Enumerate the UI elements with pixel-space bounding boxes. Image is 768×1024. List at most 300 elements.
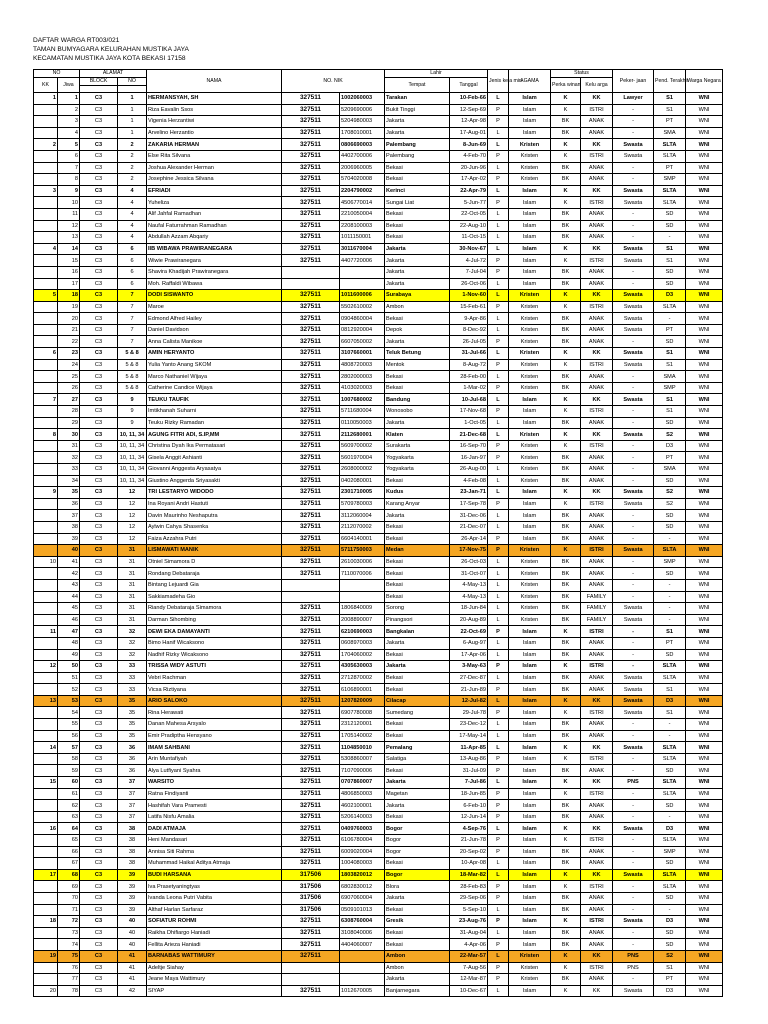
kk-cell bbox=[34, 614, 58, 626]
gender-cell: L bbox=[488, 324, 509, 336]
occupation-cell: PNS bbox=[613, 777, 654, 789]
nik-prefix-cell: 327511 bbox=[282, 777, 340, 789]
jiwa-cell: 29 bbox=[58, 417, 80, 429]
nik-number-cell: 0812920004 bbox=[340, 324, 385, 336]
birthplace-cell: Bekasi bbox=[385, 533, 450, 545]
birthplace-cell: Jakarta bbox=[385, 127, 450, 139]
birthdate-cell: 29-Jul-78 bbox=[450, 707, 488, 719]
family-role-cell: ANAK bbox=[581, 116, 613, 128]
citizenship-cell: WNI bbox=[686, 150, 723, 162]
block-cell: C3 bbox=[80, 556, 118, 568]
occupation-cell: Swasta bbox=[613, 255, 654, 267]
table-row bbox=[34, 116, 723, 128]
education-cell: PT bbox=[654, 324, 686, 336]
name-cell: Riza Eavalin Ssos bbox=[147, 104, 282, 116]
religion-cell: Kristen bbox=[509, 162, 551, 174]
kk-cell bbox=[34, 301, 58, 313]
nik-prefix-cell: 327511 bbox=[282, 336, 340, 348]
marital-cell: K bbox=[551, 950, 581, 962]
education-cell: - bbox=[654, 811, 686, 823]
occupation-cell: - bbox=[613, 208, 654, 220]
religion-cell: Islam bbox=[509, 220, 551, 232]
house-no-cell: 7 bbox=[118, 336, 147, 348]
kk-cell bbox=[34, 150, 58, 162]
birthplace-cell: Bogor bbox=[385, 846, 450, 858]
table-row bbox=[34, 811, 723, 823]
birthdate-cell: 3-May-63 bbox=[450, 661, 488, 673]
occupation-cell: - bbox=[613, 336, 654, 348]
name-cell: Latifa Nisfu Amalia bbox=[147, 811, 282, 823]
kk-cell bbox=[34, 603, 58, 615]
house-no-cell: 40 bbox=[118, 927, 147, 939]
name-cell: AMIN HERYANTO bbox=[147, 348, 282, 360]
marital-cell: BK bbox=[551, 730, 581, 742]
name-cell: EFRIADI bbox=[147, 185, 282, 197]
nik-number-cell: 1104850010 bbox=[340, 742, 385, 754]
house-no-cell: 35 bbox=[118, 719, 147, 731]
citizenship-cell: WNI bbox=[686, 371, 723, 383]
nik-number-cell: 5711680004 bbox=[340, 406, 385, 418]
block-cell: C3 bbox=[80, 359, 118, 371]
marital-cell: BK bbox=[551, 232, 581, 244]
name-cell: Fellita Arieza Haniadi bbox=[147, 939, 282, 951]
religion-cell: Kristen bbox=[509, 139, 551, 151]
house-no-cell: 10, 11, 34 bbox=[118, 429, 147, 441]
family-role-cell: ANAK bbox=[581, 452, 613, 464]
citizenship-cell: WNI bbox=[686, 452, 723, 464]
table-row bbox=[34, 823, 723, 835]
occupation-cell: PNS bbox=[613, 950, 654, 962]
birthplace-cell: Bekasi bbox=[385, 568, 450, 580]
birthdate-cell: 18-Mar-82 bbox=[450, 869, 488, 881]
gender-cell: L bbox=[488, 823, 509, 835]
nik-prefix-cell: 327511 bbox=[282, 614, 340, 626]
nik-number-cell: 2204790002 bbox=[340, 185, 385, 197]
occupation-cell: - bbox=[613, 371, 654, 383]
citizenship-cell: WNI bbox=[686, 301, 723, 313]
name-cell: ZAKARIA HERMAN bbox=[147, 139, 282, 151]
block-cell: C3 bbox=[80, 348, 118, 360]
occupation-cell: - bbox=[613, 417, 654, 429]
education-cell: SMA bbox=[654, 464, 686, 476]
house-no-cell: 9 bbox=[118, 394, 147, 406]
occupation-cell: - bbox=[613, 661, 654, 673]
jiwa-cell: 57 bbox=[58, 742, 80, 754]
marital-cell: BK bbox=[551, 800, 581, 812]
header-alamat: ALAMAT bbox=[80, 70, 147, 78]
birthplace-cell: Bangkalan bbox=[385, 626, 450, 638]
name-cell: Moh. Raffaldi Wibawa bbox=[147, 278, 282, 290]
birthplace-cell: Bekasi bbox=[385, 730, 450, 742]
occupation-cell: - bbox=[613, 974, 654, 986]
gender-cell: L bbox=[488, 603, 509, 615]
gender-cell: P bbox=[488, 661, 509, 673]
gender-cell: L bbox=[488, 985, 509, 997]
name-cell: Joshua Alexander Herman bbox=[147, 162, 282, 174]
jiwa-cell: 67 bbox=[58, 858, 80, 870]
table-row bbox=[34, 556, 723, 568]
birthplace-cell: Yogyakarta bbox=[385, 464, 450, 476]
kk-cell: 3 bbox=[34, 185, 58, 197]
birthdate-cell: 5-Sep-10 bbox=[450, 904, 488, 916]
religion-cell: Islam bbox=[509, 127, 551, 139]
family-role-cell: ANAK bbox=[581, 220, 613, 232]
gender-cell: L bbox=[488, 313, 509, 325]
kk-cell bbox=[34, 939, 58, 951]
religion-cell: Islam bbox=[509, 753, 551, 765]
birthplace-cell: Jakarta bbox=[385, 974, 450, 986]
occupation-cell: Swasta bbox=[613, 916, 654, 928]
citizenship-cell: WNI bbox=[686, 777, 723, 789]
nik-prefix-cell: 327511 bbox=[282, 916, 340, 928]
name-cell: Else Rita Silvana bbox=[147, 150, 282, 162]
birthdate-cell: 22-Mar-57 bbox=[450, 950, 488, 962]
occupation-cell: Swasta bbox=[613, 301, 654, 313]
table-row bbox=[34, 266, 723, 278]
house-no-cell: 2 bbox=[118, 162, 147, 174]
kk-cell bbox=[34, 313, 58, 325]
name-cell: Aylwin Cahya Shasenka bbox=[147, 521, 282, 533]
citizenship-cell: WNI bbox=[686, 614, 723, 626]
table-row bbox=[34, 382, 723, 394]
house-no-cell: 31 bbox=[118, 591, 147, 603]
birthplace-cell: Blora bbox=[385, 881, 450, 893]
house-no-cell: 36 bbox=[118, 765, 147, 777]
occupation-cell: - bbox=[613, 278, 654, 290]
education-cell: - bbox=[654, 904, 686, 916]
block-cell: C3 bbox=[80, 892, 118, 904]
education-cell: S1 bbox=[654, 707, 686, 719]
occupation-cell: - bbox=[613, 220, 654, 232]
education-cell: D3 bbox=[654, 916, 686, 928]
religion-cell: Islam bbox=[509, 116, 551, 128]
marital-cell: K bbox=[551, 406, 581, 418]
nik-prefix-cell: 327511 bbox=[282, 510, 340, 522]
family-role-cell: ANAK bbox=[581, 939, 613, 951]
marital-cell: BK bbox=[551, 672, 581, 684]
occupation-cell: - bbox=[613, 835, 654, 847]
citizenship-cell: WNI bbox=[686, 290, 723, 302]
nik-number-cell: 5704020008 bbox=[340, 174, 385, 186]
block-cell: C3 bbox=[80, 162, 118, 174]
table-row bbox=[34, 614, 723, 626]
birthplace-cell: Kerinci bbox=[385, 185, 450, 197]
name-cell: Jeane Maya Wattimury bbox=[147, 974, 282, 986]
family-role-cell: ISTRI bbox=[581, 197, 613, 209]
marital-cell: BK bbox=[551, 591, 581, 603]
nik-number-cell: 4808720003 bbox=[340, 359, 385, 371]
nik-number-cell: 0110050003 bbox=[340, 417, 385, 429]
jiwa-cell: 77 bbox=[58, 974, 80, 986]
table-row bbox=[34, 440, 723, 452]
jiwa-cell: 19 bbox=[58, 301, 80, 313]
citizenship-cell: WNI bbox=[686, 892, 723, 904]
block-cell: C3 bbox=[80, 278, 118, 290]
block-cell: C3 bbox=[80, 290, 118, 302]
block-cell: C3 bbox=[80, 811, 118, 823]
kk-cell bbox=[34, 579, 58, 591]
birthplace-cell: Tarakan bbox=[385, 93, 450, 105]
family-role-cell: ANAK bbox=[581, 521, 613, 533]
name-cell: Anna Calista Manikoe bbox=[147, 336, 282, 348]
gender-cell: P bbox=[488, 266, 509, 278]
birthdate-cell: 15-Feb-61 bbox=[450, 301, 488, 313]
nik-prefix-cell: 327511 bbox=[282, 765, 340, 777]
nik-number-cell: 4402700006 bbox=[340, 150, 385, 162]
block-cell: C3 bbox=[80, 695, 118, 707]
education-cell: D3 bbox=[654, 823, 686, 835]
citizenship-cell: WNI bbox=[686, 950, 723, 962]
jiwa-cell: 62 bbox=[58, 800, 80, 812]
education-cell: - bbox=[654, 603, 686, 615]
name-cell: Imtikhanah Suharni bbox=[147, 406, 282, 418]
nik-number-cell: 1012670005 bbox=[340, 985, 385, 997]
block-cell: C3 bbox=[80, 881, 118, 893]
birthdate-cell: 26-Oct-06 bbox=[450, 278, 488, 290]
citizenship-cell: WNI bbox=[686, 406, 723, 418]
birthdate-cell: 6-Aug-97 bbox=[450, 637, 488, 649]
citizenship-cell: WNI bbox=[686, 116, 723, 128]
marital-cell: BK bbox=[551, 313, 581, 325]
marital-cell: BK bbox=[551, 904, 581, 916]
citizenship-cell: WNI bbox=[686, 127, 723, 139]
table-row bbox=[34, 104, 723, 116]
family-role-cell: ISTRI bbox=[581, 150, 613, 162]
name-cell: Iva Prasetyaningtyas bbox=[147, 881, 282, 893]
family-role-cell: ANAK bbox=[581, 232, 613, 244]
nik-prefix-cell: 317506 bbox=[282, 869, 340, 881]
religion-cell: Kristen bbox=[509, 336, 551, 348]
kk-cell: 19 bbox=[34, 950, 58, 962]
house-no-cell: 31 bbox=[118, 579, 147, 591]
citizenship-cell: WNI bbox=[686, 858, 723, 870]
family-role-cell: ANAK bbox=[581, 313, 613, 325]
nik-number-cell: 1705140002 bbox=[340, 730, 385, 742]
occupation-cell: - bbox=[613, 127, 654, 139]
jiwa-cell: 73 bbox=[58, 927, 80, 939]
birthplace-cell: Mentok bbox=[385, 359, 450, 371]
education-cell: SD bbox=[654, 278, 686, 290]
jiwa-cell: 42 bbox=[58, 568, 80, 580]
education-cell: SMA bbox=[654, 371, 686, 383]
name-cell: SOFIATUR ROHMI bbox=[147, 916, 282, 928]
birthdate-cell: 1-Mar-02 bbox=[450, 382, 488, 394]
religion-cell: Islam bbox=[509, 695, 551, 707]
marital-cell: K bbox=[551, 742, 581, 754]
kk-cell: 16 bbox=[34, 823, 58, 835]
nik-prefix-cell: 327511 bbox=[282, 939, 340, 951]
citizenship-cell: WNI bbox=[686, 684, 723, 696]
citizenship-cell: WNI bbox=[686, 916, 723, 928]
block-cell: C3 bbox=[80, 672, 118, 684]
marital-cell: BK bbox=[551, 556, 581, 568]
education-cell: S1 bbox=[654, 93, 686, 105]
name-cell: Daniel Davidson bbox=[147, 324, 282, 336]
nik-prefix-cell: 327511 bbox=[282, 498, 340, 510]
nik-prefix-cell: 327511 bbox=[282, 533, 340, 545]
gender-cell: L bbox=[488, 208, 509, 220]
occupation-cell: - bbox=[613, 800, 654, 812]
citizenship-cell: WNI bbox=[686, 475, 723, 487]
header-house-no-spacer bbox=[118, 86, 147, 93]
family-role-cell: KK bbox=[581, 742, 613, 754]
citizenship-cell: WNI bbox=[686, 974, 723, 986]
name-cell: Muhammad Haikal Aditya Atmaja bbox=[147, 858, 282, 870]
birthdate-cell: 26-Oct-03 bbox=[450, 556, 488, 568]
block-cell: C3 bbox=[80, 336, 118, 348]
family-role-cell: ANAK bbox=[581, 904, 613, 916]
kk-cell bbox=[34, 464, 58, 476]
birthplace-cell: Ambon bbox=[385, 301, 450, 313]
table-row bbox=[34, 464, 723, 476]
table-row bbox=[34, 324, 723, 336]
gender-cell: L bbox=[488, 568, 509, 580]
nik-prefix-cell: 327511 bbox=[282, 684, 340, 696]
education-cell: SD bbox=[654, 568, 686, 580]
nik-number-cell: 5209690006 bbox=[340, 104, 385, 116]
marital-cell: K bbox=[551, 243, 581, 255]
jiwa-cell: 5 bbox=[58, 139, 80, 151]
nik-prefix-cell: 327511 bbox=[282, 730, 340, 742]
gender-cell: L bbox=[488, 290, 509, 302]
house-no-cell: 37 bbox=[118, 800, 147, 812]
table-row bbox=[34, 950, 723, 962]
table-row bbox=[34, 742, 723, 754]
header-pendidikan: Pend. Terakhir bbox=[654, 70, 686, 93]
family-role-cell: ANAK bbox=[581, 568, 613, 580]
block-cell: C3 bbox=[80, 464, 118, 476]
address-line: TAMAN BUMYAGARA KELURAHAN MUSTIKA JAYA bbox=[33, 46, 189, 54]
block-cell: C3 bbox=[80, 243, 118, 255]
marital-cell: K bbox=[551, 707, 581, 719]
house-no-cell: 33 bbox=[118, 661, 147, 673]
table-row bbox=[34, 591, 723, 603]
kk-cell bbox=[34, 811, 58, 823]
marital-cell: BK bbox=[551, 765, 581, 777]
name-cell: Arin Muntafiyah bbox=[147, 753, 282, 765]
religion-cell: Kristen bbox=[509, 382, 551, 394]
citizenship-cell: WNI bbox=[686, 788, 723, 800]
jiwa-cell: 50 bbox=[58, 661, 80, 673]
marital-cell: BK bbox=[551, 684, 581, 696]
birthdate-cell: 22-Oct-05 bbox=[450, 208, 488, 220]
occupation-cell: Swasta bbox=[613, 823, 654, 835]
religion-cell: Islam bbox=[509, 835, 551, 847]
nik-number-cell: 2112680001 bbox=[340, 429, 385, 441]
kk-cell bbox=[34, 765, 58, 777]
occupation-cell: - bbox=[613, 881, 654, 893]
block-cell: C3 bbox=[80, 116, 118, 128]
jiwa-cell: 64 bbox=[58, 823, 80, 835]
family-role-cell: ISTRI bbox=[581, 962, 613, 974]
education-cell: SLTA bbox=[654, 185, 686, 197]
education-cell: SLTA bbox=[654, 672, 686, 684]
name-cell: Abdullah Azzam Abqariy bbox=[147, 232, 282, 244]
citizenship-cell: WNI bbox=[686, 243, 723, 255]
nik-number-cell: 1007680002 bbox=[340, 394, 385, 406]
religion-cell: Kristen bbox=[509, 475, 551, 487]
nik-number-cell: 3112060004 bbox=[340, 510, 385, 522]
marital-cell: K bbox=[551, 440, 581, 452]
religion-cell: Kristen bbox=[509, 591, 551, 603]
name-cell: Raikha Dhifiargo Haniadi bbox=[147, 927, 282, 939]
name-cell: IMAM SAHBANI bbox=[147, 742, 282, 754]
table-row bbox=[34, 800, 723, 812]
gender-cell: P bbox=[488, 301, 509, 313]
citizenship-cell: WNI bbox=[686, 266, 723, 278]
header-lahir: Lahir bbox=[385, 70, 488, 78]
jiwa-cell: 51 bbox=[58, 672, 80, 684]
religion-cell: Kristen bbox=[509, 452, 551, 464]
kk-cell: 6 bbox=[34, 348, 58, 360]
block-cell: C3 bbox=[80, 208, 118, 220]
religion-cell: Islam bbox=[509, 661, 551, 673]
birthplace-cell: Bekasi bbox=[385, 684, 450, 696]
jiwa-cell: 46 bbox=[58, 614, 80, 626]
gender-cell: L bbox=[488, 637, 509, 649]
gender-cell: P bbox=[488, 626, 509, 638]
gender-cell: L bbox=[488, 579, 509, 591]
name-cell: Gisela Anggit Ashianti bbox=[147, 452, 282, 464]
occupation-cell: - bbox=[613, 939, 654, 951]
house-no-cell: 35 bbox=[118, 730, 147, 742]
nik-prefix-cell: 327511 bbox=[282, 359, 340, 371]
name-cell: Annisa Siti Rahma bbox=[147, 846, 282, 858]
education-cell: SLTA bbox=[654, 742, 686, 754]
marital-cell: BK bbox=[551, 174, 581, 186]
occupation-cell: Swasta bbox=[613, 197, 654, 209]
gender-cell: P bbox=[488, 197, 509, 209]
table-row bbox=[34, 475, 723, 487]
birthdate-cell: 8-Aug-72 bbox=[450, 359, 488, 371]
gender-cell: L bbox=[488, 464, 509, 476]
birthplace-cell: Banjarnegara bbox=[385, 985, 450, 997]
citizenship-cell: WNI bbox=[686, 939, 723, 951]
jiwa-cell: 14 bbox=[58, 243, 80, 255]
kk-cell: 20 bbox=[34, 985, 58, 997]
occupation-cell: - bbox=[613, 753, 654, 765]
kk-cell bbox=[34, 858, 58, 870]
birthplace-cell: Bekasi bbox=[385, 371, 450, 383]
gender-cell: L bbox=[488, 695, 509, 707]
house-no-cell: 4 bbox=[118, 185, 147, 197]
nik-number-cell: 2712870002 bbox=[340, 672, 385, 684]
house-no-cell: 7 bbox=[118, 290, 147, 302]
family-role-cell: KK bbox=[581, 290, 613, 302]
nik-prefix-cell: 327511 bbox=[282, 637, 340, 649]
block-cell: C3 bbox=[80, 626, 118, 638]
marital-cell: K bbox=[551, 359, 581, 371]
header-kk: KK bbox=[34, 78, 58, 93]
nik-prefix-cell: 327511 bbox=[282, 197, 340, 209]
marital-cell: K bbox=[551, 626, 581, 638]
birthdate-cell: 10-Dec-67 bbox=[450, 985, 488, 997]
religion-cell: Kristen bbox=[509, 301, 551, 313]
family-role-cell: FAMILY bbox=[581, 603, 613, 615]
birthplace-cell: Surabaya bbox=[385, 290, 450, 302]
birthdate-cell: 7-Aug-56 bbox=[450, 962, 488, 974]
gender-cell: L bbox=[488, 127, 509, 139]
birthdate-cell: 20-Aug-89 bbox=[450, 614, 488, 626]
family-role-cell: ANAK bbox=[581, 556, 613, 568]
occupation-cell: - bbox=[613, 521, 654, 533]
family-role-cell: ANAK bbox=[581, 208, 613, 220]
block-cell: C3 bbox=[80, 637, 118, 649]
citizenship-cell: WNI bbox=[686, 429, 723, 441]
religion-cell: Kristen bbox=[509, 603, 551, 615]
header-keluarga: Kelu arga bbox=[581, 78, 613, 93]
kk-cell bbox=[34, 336, 58, 348]
